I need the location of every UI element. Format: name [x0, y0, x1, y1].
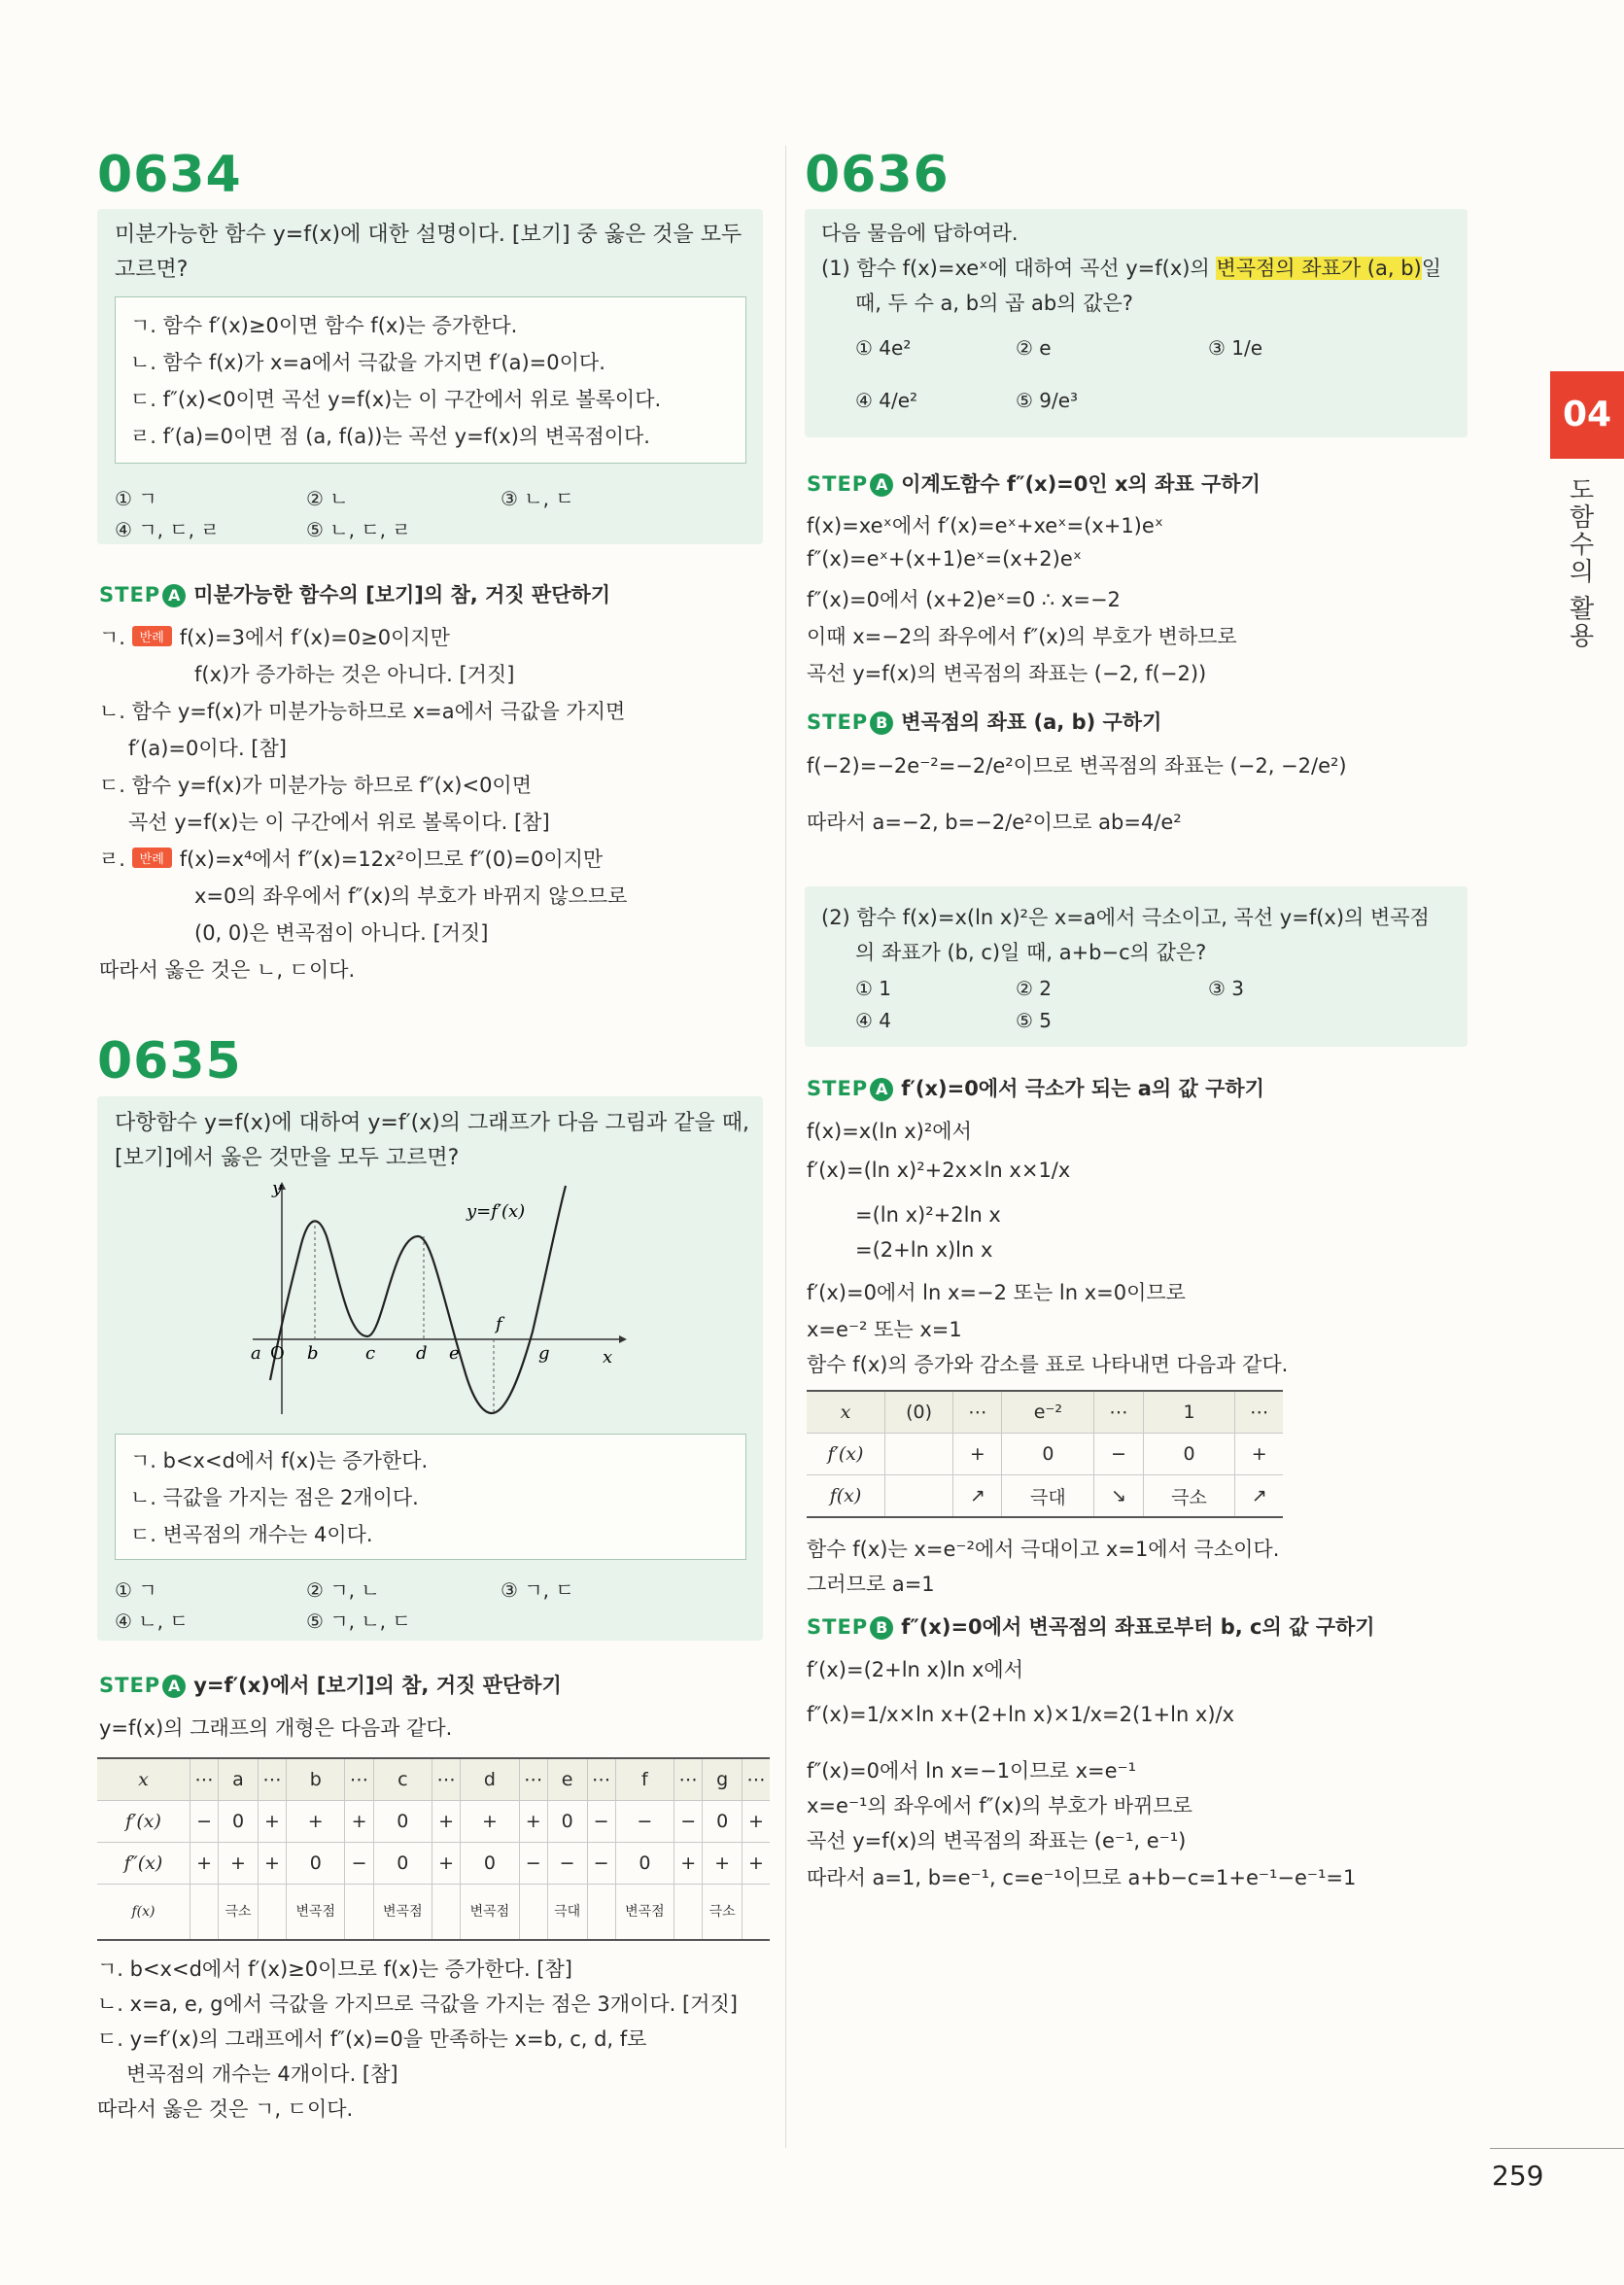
option-1[interactable]: ① ㄱ	[115, 487, 157, 510]
table-cell	[519, 1885, 547, 1941]
solution-line: f″(x)=0에서 (x+2)eˣ=0 ∴ x=−2	[807, 588, 1121, 611]
bogi-item: ㄱ. 함수 f′(x)≥0이면 함수 f(x)는 증가한다.	[130, 314, 518, 337]
solution-line: ㄴ. x=a, e, g에서 극값을 가지므로 극값을 가지는 점은 3개이다. [거짓]	[97, 1992, 738, 2016]
table-cell	[885, 1475, 953, 1518]
solution-line: f′(a)=0이다. [참]	[128, 737, 287, 760]
table-cell: +	[190, 1843, 219, 1885]
table-cell	[587, 1885, 615, 1941]
option-5[interactable]: ⑤ 9/e³	[1016, 389, 1079, 412]
table-cell: 0	[219, 1801, 259, 1843]
option-2[interactable]: ② ㄱ, ㄴ	[306, 1578, 380, 1602]
x-axis-arrow	[619, 1335, 627, 1343]
bogi-item: ㄴ. 함수 f(x)가 x=a에서 극값을 가지면 f′(a)=0이다.	[130, 351, 605, 374]
counterexample-tag: 반례	[132, 626, 172, 646]
solution-line: f(x)가 증가하는 것은 아니다. [거짓]	[194, 663, 515, 686]
table-cell: ⋯	[1094, 1391, 1143, 1434]
table-cell: +	[432, 1843, 461, 1885]
step-a-heading: STEP A 이계도함수 f″(x)=0인 x의 좌표 구하기	[807, 472, 1261, 496]
option-3[interactable]: ③ ㄱ, ㄷ	[501, 1578, 574, 1602]
table-cell: ↘	[1094, 1475, 1143, 1518]
solution-line: f(x)=xeˣ에서 f′(x)=eˣ+xeˣ=(x+1)eˣ	[807, 514, 1164, 537]
table-cell: 변곡점	[615, 1885, 674, 1941]
chapter-tab[interactable]: 04	[1550, 371, 1624, 459]
solution-line: 함수 f(x)의 증가와 감소를 표로 나타내면 다음과 같다.	[807, 1353, 1289, 1376]
solution-line: f′(x)=(ln x)²+2x×ln x×1/x	[807, 1159, 1071, 1182]
table-cell: 0	[1143, 1434, 1235, 1475]
option-2[interactable]: ② e	[1016, 336, 1052, 360]
table-cell: g	[703, 1758, 743, 1801]
table-cell: ⋯	[432, 1758, 461, 1801]
problem-0634-question: 미분가능한 함수 y=f(x)에 대한 설명이다. [보기] 중 옳은 것을 모두 고르면?	[115, 223, 743, 282]
solution-line: ㄹ. 반례 f(x)=x⁴에서 f″(x)=12x²이므로 f″(0)=0이지만	[99, 848, 604, 871]
table-cell	[190, 1885, 219, 1941]
option-4[interactable]: ④ 4/e²	[855, 389, 918, 412]
table-cell: +	[432, 1801, 461, 1843]
table-cell	[674, 1885, 703, 1941]
row-header-cell: x	[97, 1758, 190, 1801]
solution-line: =(ln x)²+2ln x	[855, 1203, 1001, 1227]
table-cell: ↗	[953, 1475, 1002, 1518]
solution-line: 변곡점의 개수는 4개이다. [참]	[126, 2062, 398, 2086]
step-a-heading: STEP A 미분가능한 함수의 [보기]의 참, 거짓 판단하기	[99, 583, 611, 606]
table-cell: +	[461, 1801, 519, 1843]
solution-line: =(2+ln x)ln x	[855, 1238, 993, 1262]
table-cell: −	[1094, 1434, 1143, 1475]
table-cell: ⋯	[1235, 1391, 1283, 1434]
table-cell: −	[547, 1843, 587, 1885]
table-cell: −	[190, 1801, 219, 1843]
solution-line: f′(x)=(2+ln x)ln x에서	[807, 1658, 1023, 1681]
page-number-rule	[1490, 2148, 1624, 2149]
option-2[interactable]: ② ㄴ	[306, 487, 349, 510]
table-cell: ⋯	[345, 1758, 373, 1801]
option-1[interactable]: ① ㄱ	[115, 1578, 157, 1602]
step-b-heading: STEP B 변곡점의 좌표 (a, b) 구하기	[807, 710, 1162, 734]
table-cell: d	[461, 1758, 519, 1801]
table-cell: 0	[1002, 1434, 1094, 1475]
graph-xlabel: x	[603, 1347, 613, 1368]
row-header-cell: f(x)	[97, 1885, 190, 1941]
table-cell: −	[587, 1801, 615, 1843]
option-3[interactable]: ③ 1/e	[1208, 336, 1263, 360]
solution-line: ㄴ. 함수 y=f(x)가 미분가능하므로 x=a에서 극값을 가지면	[99, 700, 626, 723]
chapter-title: 도함수의 활용	[1565, 476, 1594, 650]
table-cell: ⋯	[587, 1758, 615, 1801]
table-cell: +	[519, 1801, 547, 1843]
solution-line: 함수 f(x)는 x=e⁻²에서 극대이고 x=1에서 극소이다.	[807, 1538, 1280, 1561]
table-cell: 0	[373, 1843, 432, 1885]
solution-line: ㄱ. b<x<d에서 f′(x)≥0이므로 f(x)는 증가한다. [참]	[97, 1957, 572, 1981]
table-cell: +	[703, 1843, 743, 1885]
solution-line: f(−2)=−2e⁻²=−2/e²이므로 변곡점의 좌표는 (−2, −2/e²)	[807, 754, 1347, 778]
problem-0636-q1: (1) 함수 f(x)=xeˣ에 대하여 곡선 y=f(x)의 변곡점의 좌표가 (a, b)일	[821, 257, 1442, 280]
table-cell: 0	[461, 1843, 519, 1885]
table-row	[97, 1758, 770, 1801]
option-5[interactable]: ⑤ ㄱ, ㄴ, ㄷ	[306, 1610, 411, 1633]
highlighted-text: 변곡점의 좌표가 (a, b)	[1216, 257, 1422, 280]
table-cell: ⋯	[953, 1391, 1002, 1434]
solution-line: f″(x)=0에서 ln x=−1이므로 x=e⁻¹	[807, 1759, 1137, 1783]
table-cell: +	[953, 1434, 1002, 1475]
table-cell: ↗	[1235, 1475, 1283, 1518]
option-5[interactable]: ⑤ 5	[1016, 1009, 1053, 1032]
table-cell	[743, 1885, 770, 1941]
table-row	[807, 1391, 1283, 1434]
option-1[interactable]: ① 1	[855, 977, 892, 1000]
table-cell: +	[1235, 1434, 1283, 1475]
table-cell: 1	[1143, 1391, 1235, 1434]
problem-0634-bogi	[115, 296, 746, 464]
table-cell: −	[615, 1801, 674, 1843]
table-cell	[432, 1885, 461, 1941]
solution-conclusion: 따라서 옳은 것은 ㄱ, ㄷ이다.	[97, 2097, 354, 2121]
table-cell: 변곡점	[373, 1885, 432, 1941]
problem-0636-intro: 다음 물음에 답하여라.	[821, 222, 1019, 245]
table-cell: (0)	[885, 1391, 953, 1434]
table-cell: −	[674, 1801, 703, 1843]
option-4[interactable]: ④ 4	[855, 1009, 892, 1032]
column-divider	[785, 146, 786, 2148]
derivative-graph	[233, 1176, 641, 1429]
solution-line: 곡선 y=f(x)의 변곡점의 좌표는 (−2, f(−2))	[807, 662, 1207, 685]
option-1[interactable]: ① 4e²	[855, 336, 912, 360]
table-cell: +	[219, 1843, 259, 1885]
table-cell: 극대	[547, 1885, 587, 1941]
graph-ylabel: y	[272, 1178, 283, 1198]
problem-0636-q1: 때, 두 수 a, b의 곱 ab의 값은?	[855, 292, 1133, 315]
solution-line: 곡선 y=f(x)는 이 구간에서 위로 볼록이다. [참]	[128, 811, 550, 834]
table-cell: 변곡점	[287, 1885, 345, 1941]
table-cell: +	[674, 1843, 703, 1885]
point-b-label: b	[307, 1343, 319, 1364]
option-4[interactable]: ④ ㄴ, ㄷ	[115, 1610, 189, 1633]
row-header-cell: x	[807, 1391, 885, 1434]
solution-line: f′(x)=0에서 ln x=−2 또는 ln x=0이므로	[807, 1281, 1186, 1304]
point-d-label: d	[416, 1343, 428, 1364]
option-5[interactable]: ⑤ ㄴ, ㄷ, ㄹ	[306, 518, 411, 541]
table-cell: +	[743, 1801, 770, 1843]
table-row	[97, 1801, 770, 1843]
table-cell	[345, 1885, 373, 1941]
solution-intro: y=f(x)의 그래프의 개형은 다음과 같다.	[99, 1716, 453, 1740]
row-header-cell: f(x)	[807, 1475, 885, 1518]
option-4[interactable]: ④ ㄱ, ㄷ, ㄹ	[115, 518, 220, 541]
table-cell: +	[287, 1801, 345, 1843]
table-cell: 0	[373, 1801, 432, 1843]
solution-line: f″(x)=1/x×ln x+(2+ln x)×1/x=2(1+ln x)/x	[807, 1703, 1235, 1726]
table-cell: e⁻²	[1002, 1391, 1094, 1434]
step-a-heading: STEP A f′(x)=0에서 극소가 되는 a의 값 구하기	[807, 1077, 1264, 1100]
problem-0635-bogi	[115, 1434, 746, 1560]
bogi-item: ㄷ. f″(x)<0이면 곡선 y=f(x)는 이 구간에서 위로 볼록이다.	[130, 388, 662, 411]
curve-label: y=f′(x)	[466, 1201, 526, 1222]
table-cell: b	[287, 1758, 345, 1801]
problem-0636-q2: (2) 함수 f(x)=x(ln x)²은 x=a에서 극소이고, 곡선 y=f(x)의 변곡점	[821, 906, 1430, 929]
solution-line: x=0의 좌우에서 f″(x)의 부호가 바뀌지 않으므로	[194, 884, 628, 908]
problem-number-0634: 0634	[97, 146, 242, 204]
table-cell: −	[519, 1843, 547, 1885]
solution-line: f″(x)=eˣ+(x+1)eˣ=(x+2)eˣ	[807, 547, 1083, 571]
solution-line: x=e⁻¹의 좌우에서 f″(x)의 부호가 바뀌므로	[807, 1794, 1192, 1818]
solution-line: ㄷ. y=f′(x)의 그래프에서 f″(x)=0을 만족하는 x=b, c, d, f로	[97, 2027, 647, 2051]
bogi-item: ㄹ. f′(a)=0이면 점 (a, f(a))는 곡선 y=f(x)의 변곡점이다.	[130, 425, 650, 448]
table-cell: 극소	[219, 1885, 259, 1941]
sign-table-0636	[807, 1390, 1283, 1518]
point-a-label: a	[251, 1343, 261, 1364]
table-cell	[885, 1434, 953, 1475]
table-cell: −	[345, 1843, 373, 1885]
table-row	[807, 1475, 1283, 1518]
point-g-label: g	[538, 1343, 550, 1364]
page-number: 259	[1492, 2160, 1544, 2192]
table-cell: ⋯	[519, 1758, 547, 1801]
solution-conclusion: 따라서 옳은 것은 ㄴ, ㄷ이다.	[99, 958, 356, 982]
point-e-label: e	[449, 1343, 460, 1364]
row-header-cell: f′(x)	[97, 1801, 190, 1843]
table-cell: ⋯	[743, 1758, 770, 1801]
solution-line: f(x)=x(ln x)²에서	[807, 1120, 972, 1143]
problem-number-0635: 0635	[97, 1032, 242, 1091]
step-b-heading: STEP B f″(x)=0에서 변곡점의 좌표로부터 b, c의 값 구하기	[807, 1615, 1375, 1639]
table-cell: f	[615, 1758, 674, 1801]
table-row	[97, 1885, 770, 1941]
table-cell: 0	[615, 1843, 674, 1885]
table-cell: c	[373, 1758, 432, 1801]
table-cell: e	[547, 1758, 587, 1801]
row-header-cell: f″(x)	[97, 1843, 190, 1885]
solution-line: 그러므로 a=1	[807, 1573, 935, 1596]
origin-label: O	[270, 1343, 285, 1364]
table-cell: ⋯	[674, 1758, 703, 1801]
solution-line: x=e⁻² 또는 x=1	[807, 1318, 962, 1341]
solution-line: 따라서 a=−2, b=−2/e²이므로 ab=4/e²	[807, 811, 1182, 834]
solution-line: ㄷ. 함수 y=f(x)가 미분가능 하므로 f″(x)<0이면	[99, 774, 533, 797]
table-cell: 0	[547, 1801, 587, 1843]
table-cell: a	[219, 1758, 259, 1801]
table-cell	[258, 1885, 286, 1941]
table-cell: +	[258, 1801, 286, 1843]
table-cell: 극소	[703, 1885, 743, 1941]
table-cell: 극대	[1002, 1475, 1094, 1518]
table-cell: 0	[703, 1801, 743, 1843]
table-cell: ⋯	[190, 1758, 219, 1801]
bogi-item: ㄴ. 극값을 가지는 점은 2개이다.	[130, 1486, 419, 1509]
sign-table-0635	[97, 1757, 770, 1941]
table-cell: +	[345, 1801, 373, 1843]
table-cell: ⋯	[258, 1758, 286, 1801]
option-3[interactable]: ③ 3	[1208, 977, 1245, 1000]
table-row	[807, 1434, 1283, 1475]
solution-line: ㄱ. 반례 f(x)=3에서 f′(x)=0≥0이지만	[99, 626, 450, 649]
point-c-label: c	[365, 1343, 376, 1364]
bogi-item: ㄷ. 변곡점의 개수는 4이다.	[130, 1523, 373, 1546]
problem-number-0636: 0636	[805, 146, 950, 204]
table-cell: +	[258, 1843, 286, 1885]
bogi-item: ㄱ. b<x<d에서 f(x)는 증가한다.	[130, 1449, 429, 1472]
table-cell: 0	[287, 1843, 345, 1885]
table-cell: −	[587, 1843, 615, 1885]
solution-conclusion: 따라서 a=1, b=e⁻¹, c=e⁻¹이므로 a+b−c=1+e⁻¹−e⁻¹=1	[807, 1866, 1357, 1889]
table-cell: 변곡점	[461, 1885, 519, 1941]
problem-0635-question: 다항함수 y=f(x)에 대하여 y=f′(x)의 그래프가 다음 그림과 같을 때, [보기]에서 옳은 것만을 모두 고르면?	[115, 1111, 749, 1170]
row-header-cell: f′(x)	[807, 1434, 885, 1475]
problem-0636-q2: 의 좌표가 (b, c)일 때, a+b−c의 값은?	[855, 941, 1207, 964]
table-row	[97, 1843, 770, 1885]
solution-line: 이때 x=−2의 좌우에서 f″(x)의 부호가 변하므로	[807, 625, 1237, 648]
step-a-heading: STEP A y=f′(x)에서 [보기]의 참, 거짓 판단하기	[99, 1674, 562, 1697]
point-f-label: f	[496, 1314, 502, 1334]
table-cell: 극소	[1143, 1475, 1235, 1518]
solution-line: 곡선 y=f(x)의 변곡점의 좌표는 (e⁻¹, e⁻¹)	[807, 1829, 1187, 1852]
table-cell: +	[743, 1843, 770, 1885]
solution-line: (0, 0)은 변곡점이 아니다. [거짓]	[194, 921, 489, 945]
option-2[interactable]: ② 2	[1016, 977, 1053, 1000]
option-3[interactable]: ③ ㄴ, ㄷ	[501, 487, 574, 510]
counterexample-tag: 반례	[132, 848, 172, 868]
